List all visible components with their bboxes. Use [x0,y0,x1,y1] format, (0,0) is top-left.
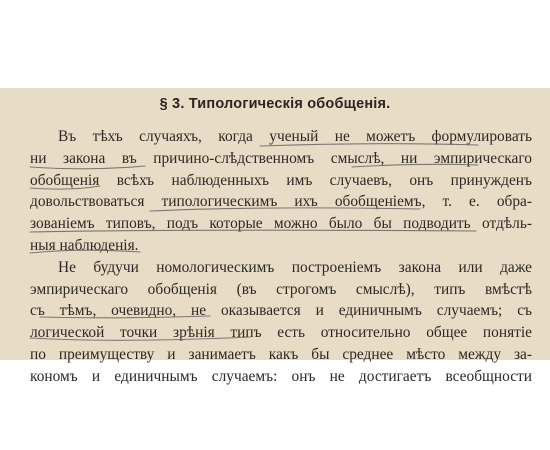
body-text [30,126,532,388]
text-line: по преимуществу и занимаетъ какъ бы среднее мѣсто между за- [30,345,532,363]
scanned-page [0,88,550,385]
paragraph-1 [30,126,532,257]
text-line: зованіемъ типовъ, подъ которые можно было бы подводить отдѣль- [30,215,532,233]
paragraph-2 [30,257,532,388]
text-line: ни закона въ причино-слѣдственномъ смыслѣ, ни эмпирическаго [30,149,532,167]
section-heading: § 3. Типологическія обобщенія. [159,96,391,112]
text-line: кономъ и единичнымъ случаемъ: онъ не достигаетъ всеобщности [30,367,532,385]
text-line: довольствоваться типологическимъ ихъ обобщеніемъ, т. е. обра- [30,193,532,211]
text-line: эмпирическаго обобщенія (въ строгомъ смыслѣ), типъ вмѣстѣ [30,280,532,298]
text-line: логической точки зрѣнія типъ есть относительно общее понятіе [30,324,532,342]
text-line: ныя наблюденія. [30,236,139,254]
text-line: Не будучи номологическимъ построеніемъ закона или даже [58,258,532,276]
text-line: съ тѣмъ, очевидно, не оказывается и единичнымъ случаемъ; съ [30,302,532,320]
text-line: Въ тѣхъ случаяхъ, когда ученый не можетъ формулировать [58,128,532,145]
text-line: обобщенія всѣхъ наблюденныхъ имъ случаевъ, онъ принужденъ [30,171,532,189]
